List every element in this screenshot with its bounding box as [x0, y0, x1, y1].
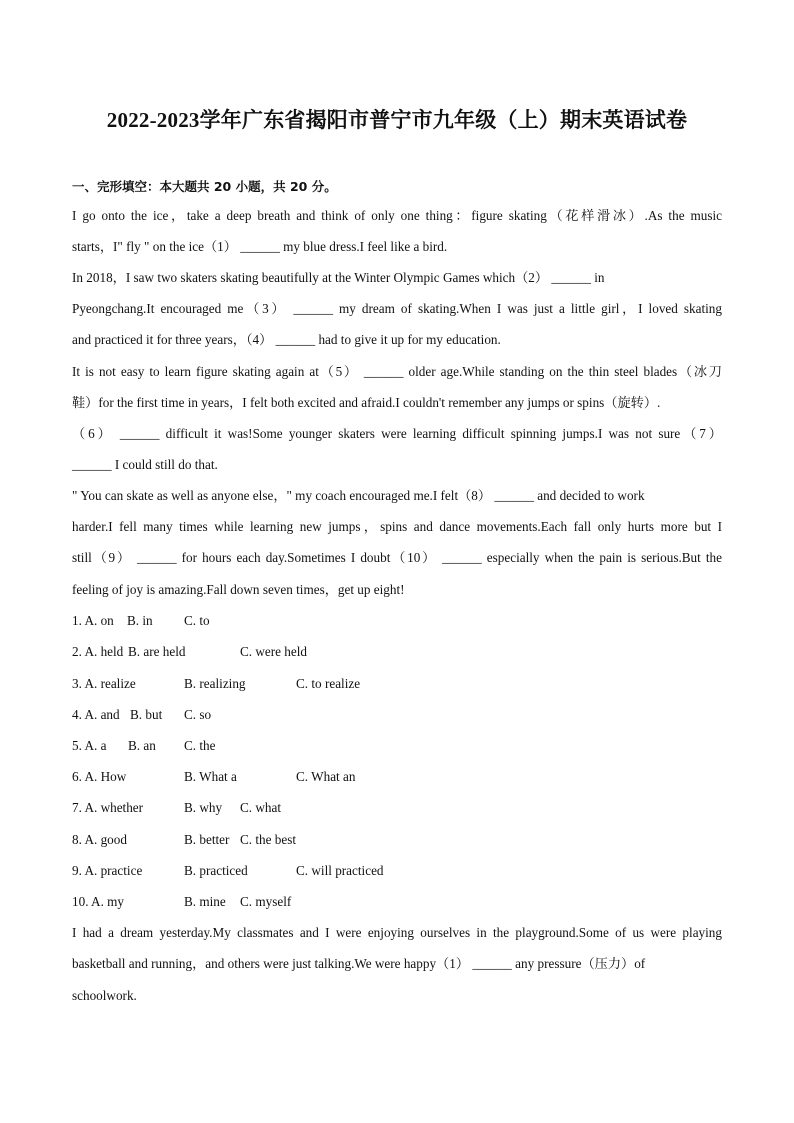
passage1-line-6: It is not easy to learn figure skating again at（5） ______ older age.While standing on the thin steel blades（冰刀: [72, 364, 722, 379]
passage1-line-3: In 2018，I saw two skaters skating beautifully at the Winter Olympic Games which（2） ______ in: [72, 270, 605, 285]
question-4-option-a: 4. A. and: [72, 707, 120, 722]
passage2-line-1: I had a dream yesterday.My classmates and I were enjoying ourselves in the playground.Some of us were playing: [72, 925, 722, 940]
question-2-option-c: C. were held: [240, 644, 308, 659]
passage1-line-11: harder.I fell many times while learning new jumps，spins and dance movements.Each fall only hurts more but I: [72, 519, 722, 534]
passage1-line-2: starts，I" fly " on the ice（1） ______ my blue dress.I feel like a bird.: [72, 239, 448, 254]
question-8-option-b: B. better: [184, 832, 230, 847]
passage2-line-2: basketball and running，and others were just talking.We were happy（1） ______ any pressure（压力）of: [72, 956, 646, 971]
question-3-option-c: C. to realize: [296, 676, 361, 691]
question-6-option-b: B. What a: [184, 769, 237, 784]
question-2-option-b: B. are held: [128, 644, 186, 659]
question-3-option-b: B. realizing: [184, 676, 246, 691]
question-10-option-b: B. mine: [184, 894, 226, 909]
question-6-option-c: C. What an: [296, 769, 356, 784]
question-6-option-a: 6. A. How: [72, 769, 127, 784]
passage1-line-9: ______ I could still do that.: [72, 457, 218, 472]
question-9-option-b: B. practiced: [184, 863, 248, 878]
question-7-option-a: 7. A. whether: [72, 800, 144, 815]
question-10-option-a: 10. A. my: [72, 894, 125, 909]
question-5-option-c: C. the: [184, 738, 216, 753]
question-3-option-a: 3. A. realize: [72, 676, 136, 691]
passage1-line-4: Pyeongchang.It encouraged me（3） ______ my dream of skating.When I was just a little girl，I loved skating: [72, 301, 722, 316]
passage1-line-13: feeling of joy is amazing.Fall down seven times，get up eight!: [72, 582, 405, 597]
question-1-option-a: 1. A. on: [72, 613, 114, 628]
question-7-option-c: C. what: [240, 800, 282, 815]
question-9-option-c: C. will practiced: [296, 863, 384, 878]
passage1-line-5: and practiced it for three years，（4） ______ had to give it up for my education.: [72, 332, 501, 347]
question-4-option-b: B. but: [130, 707, 163, 722]
passage1-line-7: 鞋）for the first time in years，I felt both excited and afraid.I couldn't remember any jumps or spins（旋转）.: [72, 395, 661, 410]
passage2-line-3: schoolwork.: [72, 988, 137, 1003]
question-5-option-b: B. an: [128, 738, 156, 753]
section-heading: 一、完形填空：本大题共 20 小题，共 20 分。: [72, 179, 337, 194]
question-9-option-a: 9. A. practice: [72, 863, 143, 878]
question-8-option-a: 8. A. good: [72, 832, 127, 847]
question-5-option-a: 5. A. a: [72, 738, 107, 753]
passage1-line-12: still（9） ______ for hours each day.Sometimes I doubt（10） ______ especially when the pain is serious.But the: [72, 550, 722, 565]
question-2-option-a: 2. A. held: [72, 644, 124, 659]
question-4-option-c: C. so: [184, 707, 212, 722]
passage1-line-1: I go onto the ice，take a deep breath and think of only one thing：figure skating（花样滑冰）.As the music: [72, 208, 722, 223]
question-8-option-c: C. the best: [240, 832, 297, 847]
question-7-option-b: B. why: [184, 800, 223, 815]
passage1-line-10: " You can skate as well as anyone else，" my coach encouraged me.I felt（8） ______ and decided to work: [72, 488, 645, 503]
question-1-option-c: C. to: [184, 613, 210, 628]
page-title: 2022-2023学年广东省揭阳市普宁市九年级（上）期末英语试卷: [106, 108, 688, 132]
passage1-line-8: （6） ______ difficult it was!Some younger skaters were learning difficult spinning jumps.I was not sure（7）: [72, 426, 722, 441]
question-10-option-c: C. myself: [240, 894, 292, 909]
question-1-option-b: B. in: [127, 613, 153, 628]
